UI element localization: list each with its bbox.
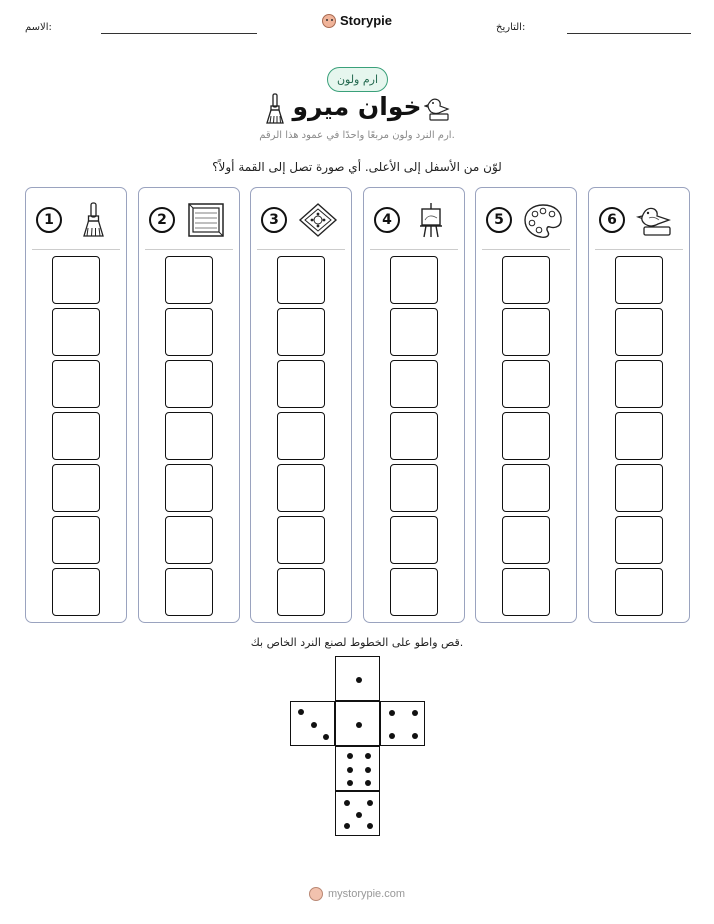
column-divider (145, 249, 233, 250)
date-line[interactable] (567, 33, 691, 34)
dice-pip (298, 709, 304, 715)
paintbrush-icon (72, 201, 114, 239)
dice-pip (323, 734, 329, 740)
color-square[interactable] (390, 412, 438, 460)
color-square[interactable] (277, 360, 325, 408)
color-square[interactable] (52, 412, 100, 460)
footer (0, 887, 714, 901)
bird-sculpture-icon (635, 201, 677, 239)
dice-face-bottom (335, 791, 380, 836)
color-square[interactable] (52, 568, 100, 616)
color-square[interactable] (277, 412, 325, 460)
color-square[interactable] (615, 360, 663, 408)
dice-pip (347, 767, 353, 773)
color-square[interactable] (52, 308, 100, 356)
color-square[interactable] (277, 308, 325, 356)
column-number: 4 (374, 207, 400, 233)
column-divider (257, 249, 345, 250)
dice-face-left (290, 701, 335, 746)
footer-mascot-icon (309, 887, 323, 901)
dice-face-center (335, 701, 380, 746)
color-square[interactable] (502, 568, 550, 616)
color-square[interactable] (502, 516, 550, 564)
color-square[interactable] (165, 256, 213, 304)
color-square[interactable] (615, 308, 663, 356)
dice-face-top (335, 656, 380, 701)
color-square[interactable] (390, 256, 438, 304)
color-square[interactable] (165, 464, 213, 512)
dice-pip (356, 812, 362, 818)
color-square[interactable] (165, 412, 213, 460)
page-title: خوان ميرو (292, 92, 422, 121)
brand-name: Storypie (339, 13, 392, 28)
dice-pip (347, 780, 353, 786)
color-square[interactable] (502, 412, 550, 460)
mascot-icon (322, 14, 336, 28)
tile-icon (297, 201, 339, 239)
column-number: 3 (261, 207, 287, 233)
dice-pip (365, 780, 371, 786)
page-subtitle: ارم النرد ولون مربعًا واحدًا في عمود هذا الرقم. (259, 130, 455, 141)
dice-pip (356, 722, 362, 728)
color-square[interactable] (502, 360, 550, 408)
dice-pip (347, 753, 353, 759)
column-divider (482, 249, 570, 250)
date-label: التاريخ: (496, 22, 526, 33)
dice-pip (344, 823, 350, 829)
color-square[interactable] (390, 464, 438, 512)
color-square[interactable] (52, 360, 100, 408)
color-square[interactable] (502, 308, 550, 356)
column-divider (32, 249, 120, 250)
easel-icon (410, 201, 452, 239)
color-square[interactable] (390, 568, 438, 616)
color-square[interactable] (277, 516, 325, 564)
color-square[interactable] (615, 256, 663, 304)
column-number: 6 (599, 207, 625, 233)
dice-face-right (380, 701, 425, 746)
color-square[interactable] (52, 464, 100, 512)
color-square[interactable] (615, 412, 663, 460)
column-divider (370, 249, 458, 250)
dice-pip (412, 710, 418, 716)
brand-logo (0, 13, 714, 28)
dice-face-lower (335, 746, 380, 791)
dice-pip (367, 823, 373, 829)
column-number: 1 (36, 207, 62, 233)
dice-pip (365, 753, 371, 759)
column-5 (475, 187, 577, 623)
color-square[interactable] (390, 516, 438, 564)
column-number: 5 (486, 207, 512, 233)
column-3 (250, 187, 352, 623)
color-square[interactable] (277, 568, 325, 616)
dice-pip (389, 733, 395, 739)
title-bird-icon (424, 93, 452, 123)
column-number: 2 (149, 207, 175, 233)
color-square[interactable] (390, 360, 438, 408)
footer-url[interactable]: mystorypie.com (327, 888, 406, 900)
color-square[interactable] (615, 464, 663, 512)
dice-pip (412, 733, 418, 739)
color-square[interactable] (277, 256, 325, 304)
cut-instruction: قص واطو على الخطوط لصنع النرد الخاص بك. (250, 636, 464, 649)
color-square[interactable] (165, 308, 213, 356)
name-line[interactable] (101, 33, 257, 34)
column-1 (25, 187, 127, 623)
activity-badge: ارم ولون (327, 67, 388, 92)
instruction-text: لوّن من الأسفل إلى الأعلى. أي صورة تصل إلى القمة أولاً؟ (212, 160, 502, 174)
color-square[interactable] (615, 516, 663, 564)
column-6 (588, 187, 690, 623)
color-square[interactable] (615, 568, 663, 616)
color-square[interactable] (277, 464, 325, 512)
color-square[interactable] (165, 516, 213, 564)
column-4 (363, 187, 465, 623)
column-2 (138, 187, 240, 623)
color-square[interactable] (52, 256, 100, 304)
column-divider (595, 249, 683, 250)
palette-icon (522, 201, 564, 239)
dice-pip (344, 800, 350, 806)
dice-pip (311, 722, 317, 728)
color-square[interactable] (165, 360, 213, 408)
color-square[interactable] (502, 464, 550, 512)
dice-pip (356, 677, 362, 683)
color-square[interactable] (390, 308, 438, 356)
color-square[interactable] (502, 256, 550, 304)
dice-pip (367, 800, 373, 806)
dice-pip (389, 710, 395, 716)
color-square[interactable] (165, 568, 213, 616)
name-label: الاسم: (25, 22, 52, 33)
color-square[interactable] (52, 516, 100, 564)
dice-pip (365, 767, 371, 773)
canvas-icon (185, 201, 227, 239)
